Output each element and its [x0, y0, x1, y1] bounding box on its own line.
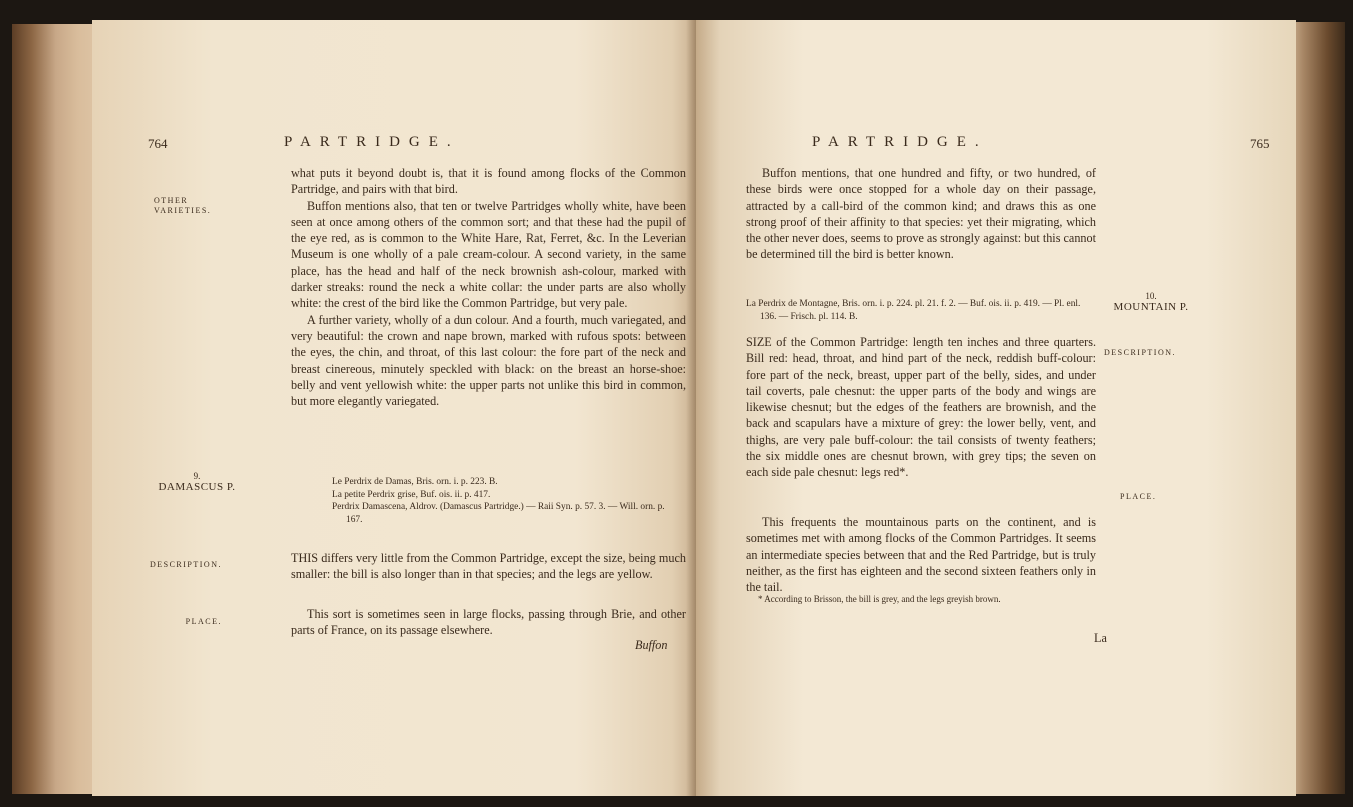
right-page [696, 20, 1296, 796]
species-heading-damascus [142, 472, 252, 493]
synonym-line: La Perdrix de Montagne, Bris. orn. i. p. 224. pl. 21. f. 2. — Buf. ois. ii. p. 419. — Pl. enl. 136. — Frisch. pl. 114. B. [746, 299, 1081, 322]
synonym-line: Perdrix Damascena, Aldrov. (Damascus Partridge.) — Raii Syn. p. 57. 3. — Will. orn. p. 167. [332, 502, 665, 525]
species-heading-mountain [1096, 292, 1206, 313]
left-body [291, 165, 686, 409]
margin-place-right: PLACE. [1120, 492, 1157, 501]
species-number: 9. [193, 471, 201, 481]
synonymy-damascus [332, 476, 672, 526]
margin-other-varieties: OTHER VARIETIES. [154, 196, 212, 215]
right-body [746, 165, 1096, 263]
page-number-left: 764 [148, 136, 168, 151]
margin-description-right: DESCRIPTION. [1104, 348, 1177, 357]
running-head-left: PARTRIDGE. [284, 134, 460, 150]
species-name: MOUNTAIN P. [1113, 301, 1189, 313]
open-book [12, 14, 1345, 799]
species-number: 10. [1145, 291, 1157, 301]
running-head-right: PARTRIDGE. [812, 134, 988, 150]
catchword-left: Buffon [635, 638, 668, 652]
synonym-line: Le Perdrix de Damas, Bris. orn. i. p. 223. B. [332, 477, 498, 487]
right-para-1: Buffon mentions, that one hundred and fifty, or two hundred, of these birds were once stopped for a whole day on their passage, attracted by a call-bird of the common kind; and draws this as one strong proof of their affinity to that species: yet their migrating, which the other never does, seems to prove as strongly against: but this cannot be determined till the bird is better known. [746, 166, 1096, 262]
place-damascus: This sort is sometimes seen in large flocks, passing through Brie, and other parts of France, on its passage elsewhere. [291, 607, 686, 638]
description-damascus: THIS differs very little from the Common Partridge, except the size, being much smaller: the bill is also longer than in that species; and the legs are yellow. [291, 551, 686, 582]
description-mountain: SIZE of the Common Partridge: length ten inches and three quarters. Bill red: head, throat, and hind part of the neck, reddish buff-colour: fore part of the neck, breast, upper part of the belly, sides, and under tail coverts, pale chesnut: the upper parts of the body and wings are likewise chesnut; but the edges of the feathers are brownish, and the back and scapulars have a mixture of grey: the lower belly, vent, and thighs, are very pale buff-colour: the tail consists of twenty feathers; the six middle ones are chesnut brown, with grey tips; the seven on each side pale chesnut: legs red*. [746, 335, 1096, 480]
species-name: DAMASCUS P. [158, 481, 236, 493]
left-para-2: Buffon mentions also, that ten or twelve Partridges wholly white, have been seen at once among others of the common sort; and that these had the pupil of the eye red, as is common to the White Hare, Rat, Ferret, &c. In the Leverian Museum is one wholly of a pale cream-colour. A second variety, in the same place, has the head and half of the neck brownish ash-colour, marked with darker streaks: round the neck a white collar: the under parts are also wholly white: the crest of the bird like the Common Partridge, but very pale. [291, 198, 686, 311]
page-number-right: 765 [1250, 136, 1270, 151]
margin-description: DESCRIPTION. [149, 560, 222, 569]
catchword-right: La [1094, 631, 1107, 645]
footnote: * According to Brisson, the bill is grey, and the legs greyish brown. [758, 594, 1001, 604]
left-para-3: A further variety, wholly of a dun colour. And a fourth, much variegated, and very beautiful: the crown and nape brown, marked with rufous spots: between the eyes, the chin, and throat, of this last colour: the fore part of the neck and breast cinereous, minutely speckled with black: on the breast an horse-shoe: belly and vent yellowish white: the upper parts not unlike this bird in common, but more elegantly variegated. [291, 312, 686, 409]
place-mountain: This frequents the mountainous parts on the continent, and is sometimes met with among flocks of the Common Partridges. It seems an intermediate species between that and the Red Partridge, but is truly neither, as the first has eighteen and the second sixteen feathers only in the tail. [746, 515, 1096, 595]
left-para-1: what puts it beyond doubt is, that it is found among flocks of the Common Partridge, and pairs with that bird. [291, 166, 686, 197]
synonymy-mountain [746, 298, 1098, 323]
left-page [92, 20, 696, 796]
synonym-line: La petite Perdrix grise, Buf. ois. ii. p. 417. [332, 489, 491, 500]
margin-place: PLACE. [185, 617, 222, 626]
